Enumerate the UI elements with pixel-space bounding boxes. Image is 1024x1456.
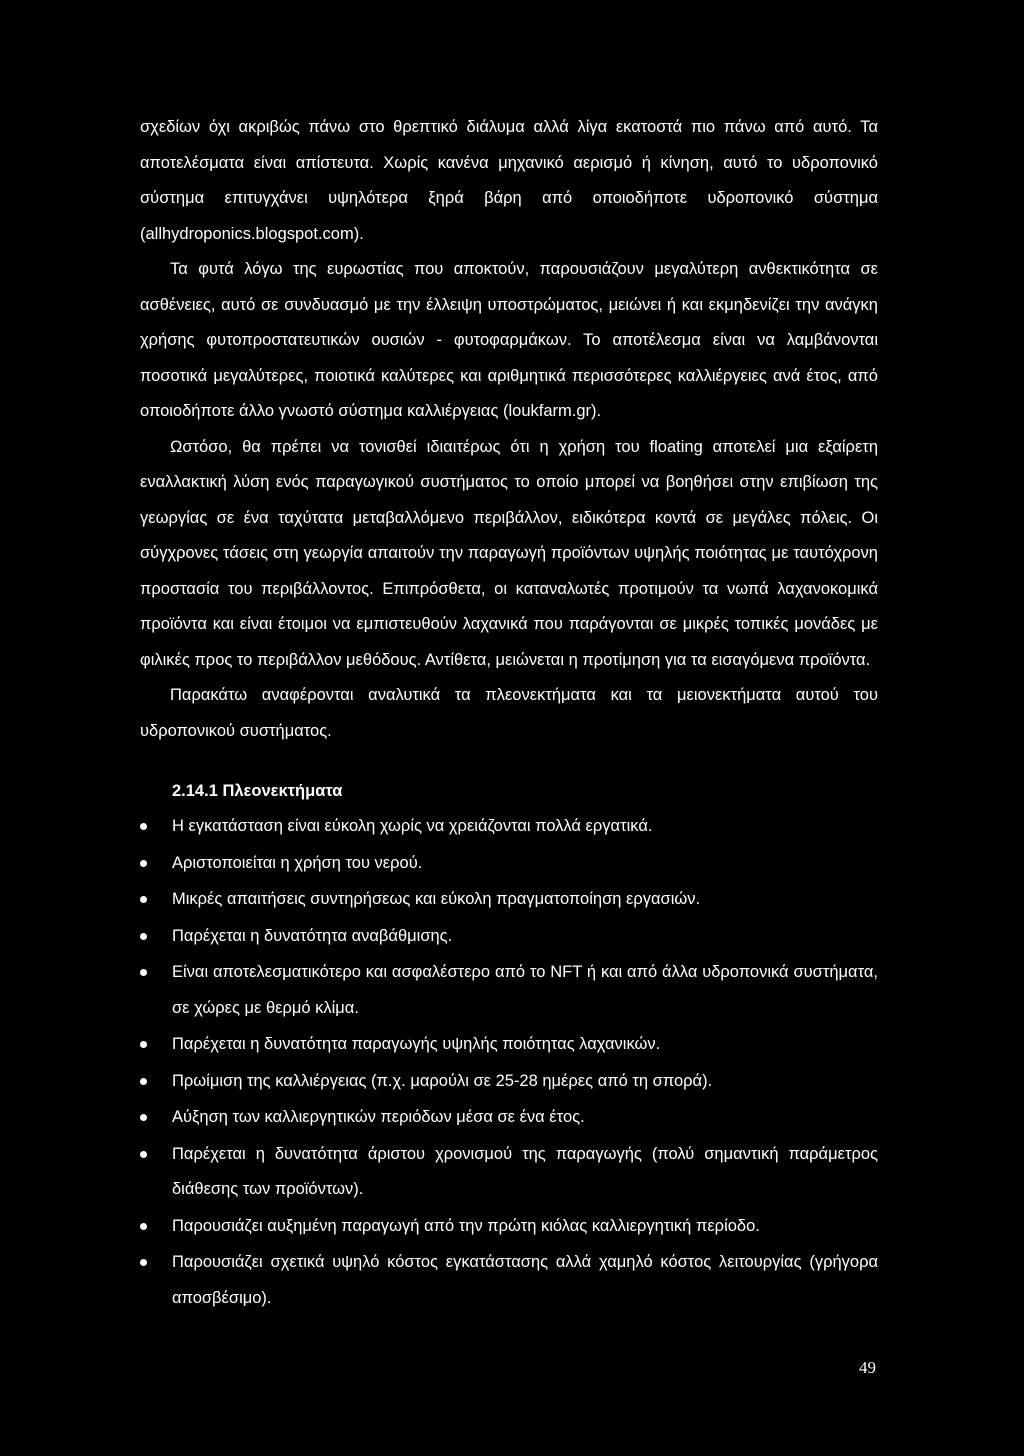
paragraph-2: Τα φυτά λόγω της ευρωστίας που αποκτούν, παρουσιάζουν μεγαλύτερη ανθεκτικότητα σε ασθένειες, αυτό σε συνδυασμό με την έλλειψη υποστρώματος, μειώνει ή και εκμηδενίζει την ανάγκη χρήσης φυτοπροστατευτικών ουσιών - φυτοφαρμάκων. Το αποτέλεσμα είναι να λαμβάνονται ποσοτικά μεγαλύτερες, ποιοτικά καλύτερες και αριθμητικά περισσότερες καλλιέργειες ανά έτος, από οποιοδήποτε άλλο γνωστό σύστημα καλλιέργειας (loukfarm.gr).: [140, 260, 878, 420]
document-page: [140, 110, 878, 1317]
list-item: [140, 1209, 878, 1245]
list-item-text: Η εγκατάσταση είναι εύκολη χωρίς να χρειάζονται πολλά εργατικά.: [172, 817, 653, 835]
paragraph-4: Παρακάτω αναφέρονται αναλυτικά τα πλεονεκτήματα και τα μειονεκτήματα αυτού του υδροπονικού συστήματος.: [140, 686, 878, 740]
bullet-icon: [140, 1078, 147, 1085]
bullet-icon: [140, 1041, 147, 1048]
list-item: [140, 882, 878, 918]
list-item-text: Παρέχεται η δυνατότητα παραγωγής υψηλής ποιότητας λαχανικών.: [172, 1035, 661, 1053]
list-item-text: Αύξηση των καλλιεργητικών περιόδων μέσα σε ένα έτος.: [172, 1108, 585, 1126]
list-item-text: Αριστοποιείται η χρήση του νερού.: [172, 853, 423, 872]
list-item: [140, 1100, 878, 1136]
list-item: [140, 955, 878, 1026]
list-item-text: Παρουσιάζει αυξημένη παραγωγή από την πρώτη κιόλας καλλιεργητική περίοδο.: [172, 1216, 760, 1235]
list-item: [140, 919, 878, 955]
bullet-icon: [140, 896, 147, 903]
advantages-list: [140, 809, 878, 1316]
list-item-text: Είναι αποτελεσματικότερο και ασφαλέστερο από το NFT ή και από άλλα υδροπονικά συστήματα, σε χώρες με θερμό κλίμα.: [172, 963, 878, 1017]
list-item: [140, 1027, 878, 1063]
paragraph-1: σχεδίων όχι ακριβώς πάνω στο θρεπτικό διάλυμα αλλά λίγα εκατοστά πιο πάνω από αυτό. Τα αποτελέσματα είναι απίστευτα. Χωρίς κανένα μηχανικό αερισμό ή κίνηση, αυτό το υδροπονικό σύστημα επιτυγχάνει υψηλότερα ξηρά βάρη από οποιοδήποτε υδροπονικό σύστημα (allhydroponics.blogspot.com).: [140, 118, 878, 243]
list-item: [140, 1245, 878, 1316]
bullet-icon: [140, 969, 147, 976]
list-item: [140, 846, 878, 882]
bullet-icon: [140, 933, 147, 940]
list-item-text: Μικρές απαιτήσεις συντηρήσεως και εύκολη πραγματοποίηση εργασιών.: [172, 890, 701, 908]
bullet-icon: [140, 1223, 147, 1230]
bullet-icon: [140, 1151, 147, 1158]
section-heading: 2.14.1 Πλεονεκτήματα: [172, 782, 343, 800]
list-item-text: Παρέχεται η δυνατότητα άριστου χρονισμού της παραγωγής (πολύ σημαντική παράμετρος διάθεσης των προϊόντων).: [172, 1144, 878, 1198]
paragraph-3: Ωστόσο, θα πρέπει να τονισθεί ιδιαιτέρως ότι η χρήση του floating αποτελεί μια εξαίρετη εναλλακτική λύση ενός παραγωγικού συστήματος το οποίο μπορεί να βοηθήσει στην επιβίωση της γεωργίας σε ένα ταχύτατα μεταβαλλόμενο περιβάλλον, ειδικότερα κοντά σε μεγάλες πόλεις. Οι σύγχρονες τάσεις στη γεωργία απαιτούν την παραγωγή προϊόντων υψηλής ποιότητας με ταυτόχρονη προστασία του περιβάλλοντος. Επιπρόσθετα, οι καταναλωτές προτιμούν τα νωπά λαχανοκομικά προϊόντα και είναι έτοιμοι να εμπιστευθούν λαχανικά που παράγονται σε μικρές τοπικές μονάδες με φιλικές προς το περιβάλλον μεθόδους. Αντίθετα, μειώνεται η προτίμηση για τα εισαγόμενα προϊόντα.: [140, 437, 878, 669]
page-number: 49: [859, 1358, 876, 1377]
bullet-icon: [140, 823, 147, 830]
list-item: [140, 1064, 878, 1100]
bullet-icon: [140, 1114, 147, 1121]
list-item: [140, 1137, 878, 1208]
list-item-text: Παρουσιάζει σχετικά υψηλό κόστος εγκατάστασης αλλά χαμηλό κόστος λειτουργίας (γρήγορα αποσβέσιμο).: [172, 1253, 878, 1307]
bullet-icon: [140, 860, 147, 867]
bullet-icon: [140, 1259, 147, 1266]
list-item: [140, 809, 878, 845]
list-item-text: Παρέχεται η δυνατότητα αναβάθμισης.: [172, 926, 453, 945]
list-item-text: Πρωίμιση της καλλιέργειας (π.χ. μαρούλι σε 25-28 ημέρες από τη σπορά).: [172, 1071, 713, 1090]
